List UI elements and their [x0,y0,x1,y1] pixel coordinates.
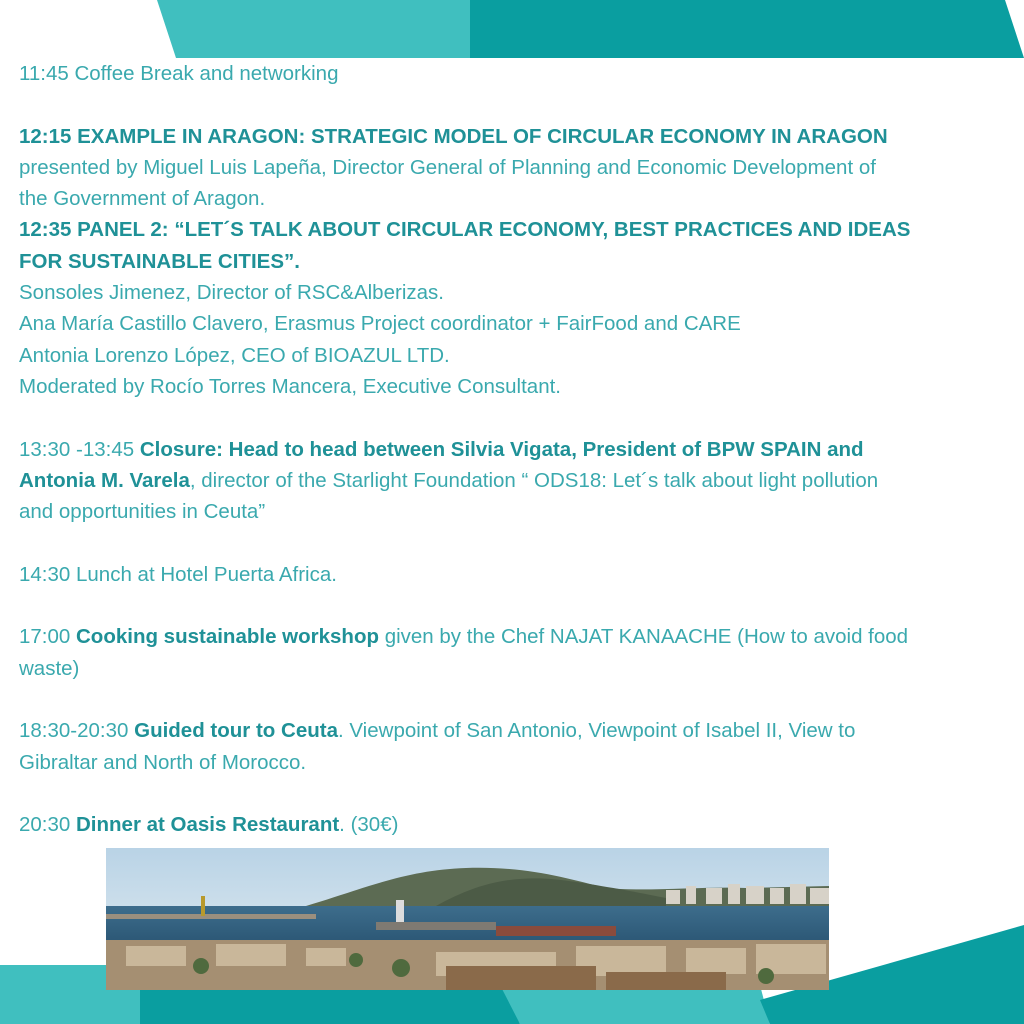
panel2-title-line1: 12:35 PANEL 2: “LET´S TALK ABOUT CIRCULAR ECONOMY, BEST PRACTICES AND IDEAS [19,218,911,242]
coffee-break-item: 11:45 Coffee Break and networking [19,62,339,85]
cooking-title: Cooking sustainable workshop [76,625,379,649]
aragon-title: 12:15 EXAMPLE IN ARAGON: STRATEGIC MODEL OF CIRCULAR ECONOMY IN ARAGON [19,124,888,148]
aragon-presenter-line2: the Government of Aragon. [19,187,266,211]
bottom-banner-light-mid [500,985,770,1024]
aragon-presenter-line1: presented by Miguel Luis Lapeña, Director General of Planning and Economic Development of [19,155,876,179]
tour-line2: Gibraltar and North of Morocco. [19,750,307,774]
closure-description: , director of the Starlight Foundation “ ODS18: Let´s talk about light pollution [189,468,879,492]
dinner-time: 20:30 [19,813,76,837]
ceuta-panorama-photo [106,848,829,990]
agenda-content [19,58,1014,840]
tour-time: 18:30-20:30 [19,719,135,743]
lunch-item: 14:30 Lunch at Hotel Puerta Africa. [19,562,337,586]
cooking-line1 [19,621,1014,652]
top-banner-light [157,0,470,58]
cooking-time: 17:00 [19,625,76,649]
panel2-speaker-2: Ana María Castillo Clavero, Erasmus Project coordinator + FairFood and CARE [19,312,741,336]
panel2-title-line2: FOR SUSTAINABLE CITIES”. [19,249,300,273]
tour-line1 [19,715,1014,746]
panel2-moderator: Moderated by Rocío Torres Mancera, Executive Consultant. [19,374,561,398]
panel2-speaker-1: Sonsoles Jimenez, Director of RSC&Alberizas. [19,281,444,305]
closure-line2 [19,465,1014,496]
panel2-speaker-3: Antonia Lorenzo López, CEO of BIOAZUL LTD. [19,343,450,367]
closure-title: Closure: Head to head between Silvia Vigata, President of BPW SPAIN and [139,437,864,461]
closure-line1 [19,434,1014,465]
closure-speaker: Antonia M. Varela [19,468,190,492]
dinner-title: Dinner at Oasis Restaurant [76,813,340,837]
tour-description: . Viewpoint of San Antonio, Viewpoint of Isabel II, View to [337,719,856,743]
tour-title: Guided tour to Ceuta [134,719,338,743]
cooking-line2: waste) [19,656,80,680]
top-banner-dark [470,0,1024,58]
cooking-description: given by the Chef NAJAT KANAACHE (How to avoid food [379,625,909,649]
dinner-price: . (30€) [339,813,399,837]
closure-time: 13:30 -13:45 [19,437,140,461]
dinner-item [19,809,1014,840]
closure-line3: and opportunities in Ceuta” [19,500,266,524]
